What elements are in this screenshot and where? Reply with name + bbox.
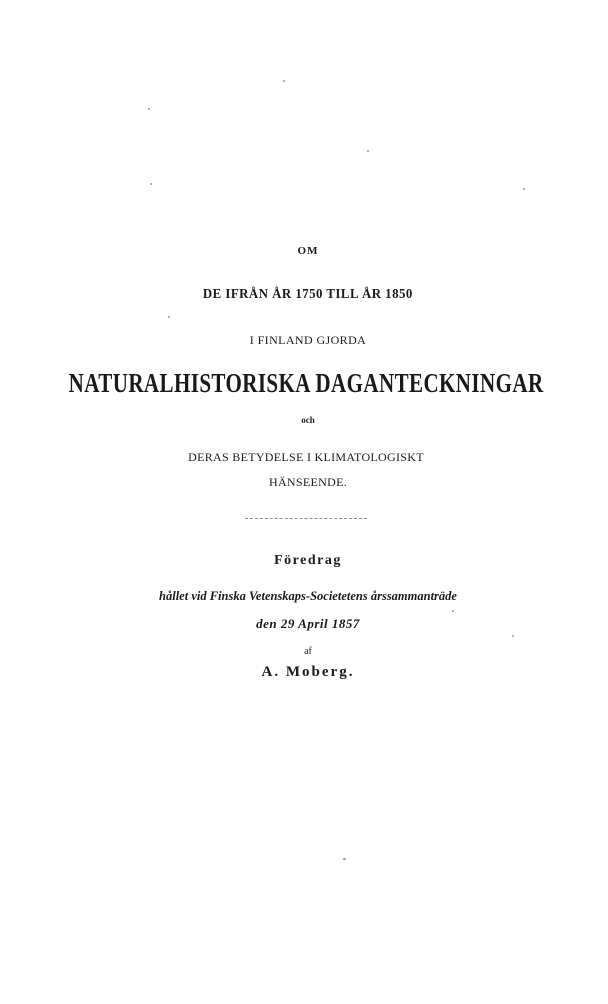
date-range-line: DE IFRÅN ÅR 1750 TILL ÅR 1850 xyxy=(202,287,413,302)
lecture-date: den 29 April 1857 xyxy=(256,616,360,631)
print-speck xyxy=(512,635,514,637)
print-speck xyxy=(452,610,454,612)
print-speck xyxy=(367,150,369,152)
finland-line: I FINLAND GJORDA xyxy=(249,333,367,347)
divider-rule xyxy=(245,518,367,519)
af-line: af xyxy=(304,646,312,657)
print-speck xyxy=(343,858,346,860)
occasion-line: hållet vid Finska Vetenskaps-Societetens årssammanträde xyxy=(159,589,457,603)
print-speck xyxy=(168,316,170,318)
print-speck xyxy=(150,183,152,185)
main-title: NATURALHISTORISKA DAGANTECKNINGAR xyxy=(68,368,544,398)
print-speck xyxy=(523,188,525,190)
och-line: och xyxy=(301,415,315,425)
om-heading: OM xyxy=(297,245,319,257)
print-speck xyxy=(283,80,285,82)
print-speck xyxy=(148,108,150,110)
author-name: A. Moberg. xyxy=(261,664,355,680)
lecture-heading: Föredrag xyxy=(274,553,342,568)
subtitle-line-1: DERAS BETYDELSE I KLIMATOLOGISKT xyxy=(188,450,424,464)
subtitle-line-2: HÄNSEENDE. xyxy=(269,475,347,489)
